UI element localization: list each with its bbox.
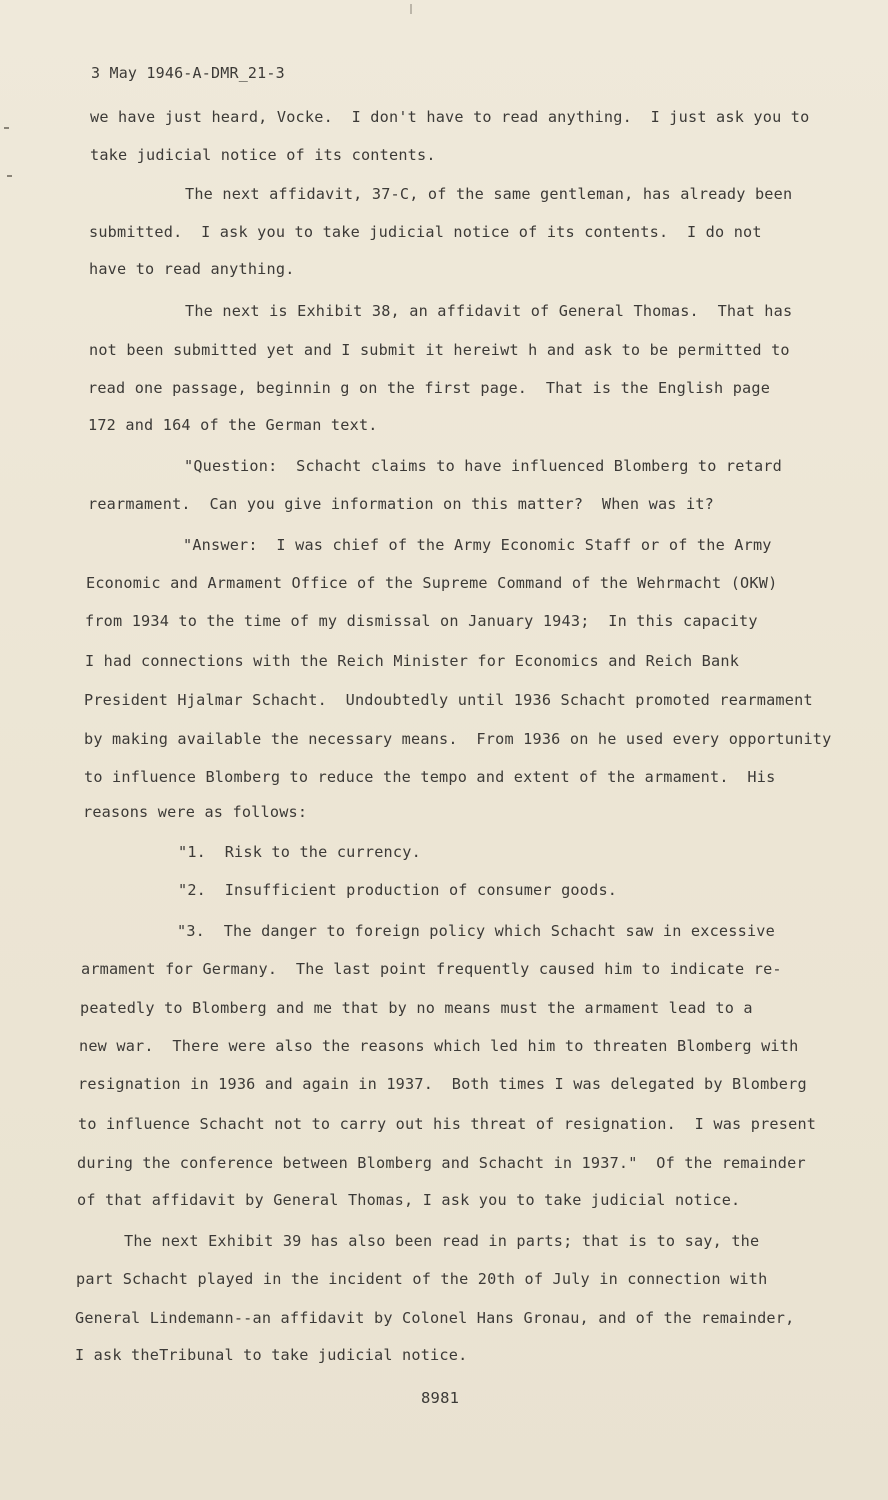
text-line: "1. Risk to the currency. bbox=[178, 843, 421, 861]
text-line: resignation in 1936 and again in 1937. Both times I was delegated by Blomberg bbox=[78, 1075, 807, 1093]
text-line: have to read anything. bbox=[89, 260, 295, 278]
text-line: peatedly to Blomberg and me that by no means must the armament lead to a bbox=[80, 999, 753, 1017]
text-line: "Question: Schacht claims to have influenced Blomberg to retard bbox=[184, 457, 782, 475]
text-line: "3. The danger to foreign policy which Schacht saw in excessive bbox=[177, 922, 775, 940]
text-line: The next affidavit, 37-C, of the same gentleman, has already been bbox=[185, 185, 793, 203]
text-line: armament for Germany. The last point frequently caused him to indicate re- bbox=[81, 960, 782, 978]
text-line: President Hjalmar Schacht. Undoubtedly until 1936 Schacht promoted rearmament bbox=[84, 691, 813, 709]
text-line: "Answer: I was chief of the Army Economic Staff or of the Army bbox=[183, 536, 772, 554]
text-line: I had connections with the Reich Minister for Economics and Reich Bank bbox=[85, 652, 740, 670]
document-header: 3 May 1946-A-DMR_21-3 bbox=[91, 64, 285, 82]
text-line: read one passage, beginnin g on the first page. That is the English page bbox=[88, 379, 771, 397]
text-line: we have just heard, Vocke. I don't have to read anything. I just ask you to bbox=[90, 108, 810, 126]
text-line: 172 and 164 of the German text. bbox=[88, 416, 378, 434]
text-line: part Schacht played in the incident of the 20th of July in connection with bbox=[76, 1270, 768, 1288]
text-line: The next is Exhibit 38, an affidavit of General Thomas. That has bbox=[185, 302, 793, 320]
text-line: to influence Blomberg to reduce the tempo and extent of the armament. His bbox=[84, 768, 776, 786]
page-number: 8981 bbox=[421, 1389, 460, 1407]
text-line: "2. Insufficient production of consumer goods. bbox=[178, 881, 618, 899]
text-line: I ask theTribunal to take judicial notice. bbox=[75, 1346, 468, 1364]
text-line: General Lindemann--an affidavit by Colonel Hans Gronau, and of the remainder, bbox=[75, 1309, 795, 1327]
top-margin-mark bbox=[410, 4, 412, 14]
text-line: submitted. I ask you to take judicial notice of its contents. I do not bbox=[89, 223, 762, 241]
margin-tick bbox=[4, 127, 9, 129]
text-line: not been submitted yet and I submit it hereiwt h and ask to be permitted to bbox=[89, 341, 790, 359]
text-line: rearmament. Can you give information on this matter? When was it? bbox=[88, 495, 715, 513]
text-line: by making available the necessary means. From 1936 on he used every opportunity bbox=[84, 730, 832, 748]
text-line: Economic and Armament Office of the Supreme Command of the Wehrmacht (OKW) bbox=[86, 574, 778, 592]
text-line: of that affidavit by General Thomas, I ask you to take judicial notice. bbox=[77, 1191, 741, 1209]
margin-tick bbox=[7, 175, 12, 177]
text-line: The next Exhibit 39 has also been read in parts; that is to say, the bbox=[124, 1232, 760, 1250]
text-line: reasons were as follows: bbox=[83, 803, 308, 821]
text-line: new war. There were also the reasons which led him to threaten Blomberg with bbox=[79, 1037, 799, 1055]
text-line: take judicial notice of its contents. bbox=[90, 146, 436, 164]
text-line: during the conference between Blomberg and Schacht in 1937." Of the remainder bbox=[77, 1154, 806, 1172]
text-line: to influence Schacht not to carry out his threat of resignation. I was present bbox=[78, 1115, 817, 1133]
text-line: from 1934 to the time of my dismissal on January 1943; In this capacity bbox=[85, 612, 758, 630]
